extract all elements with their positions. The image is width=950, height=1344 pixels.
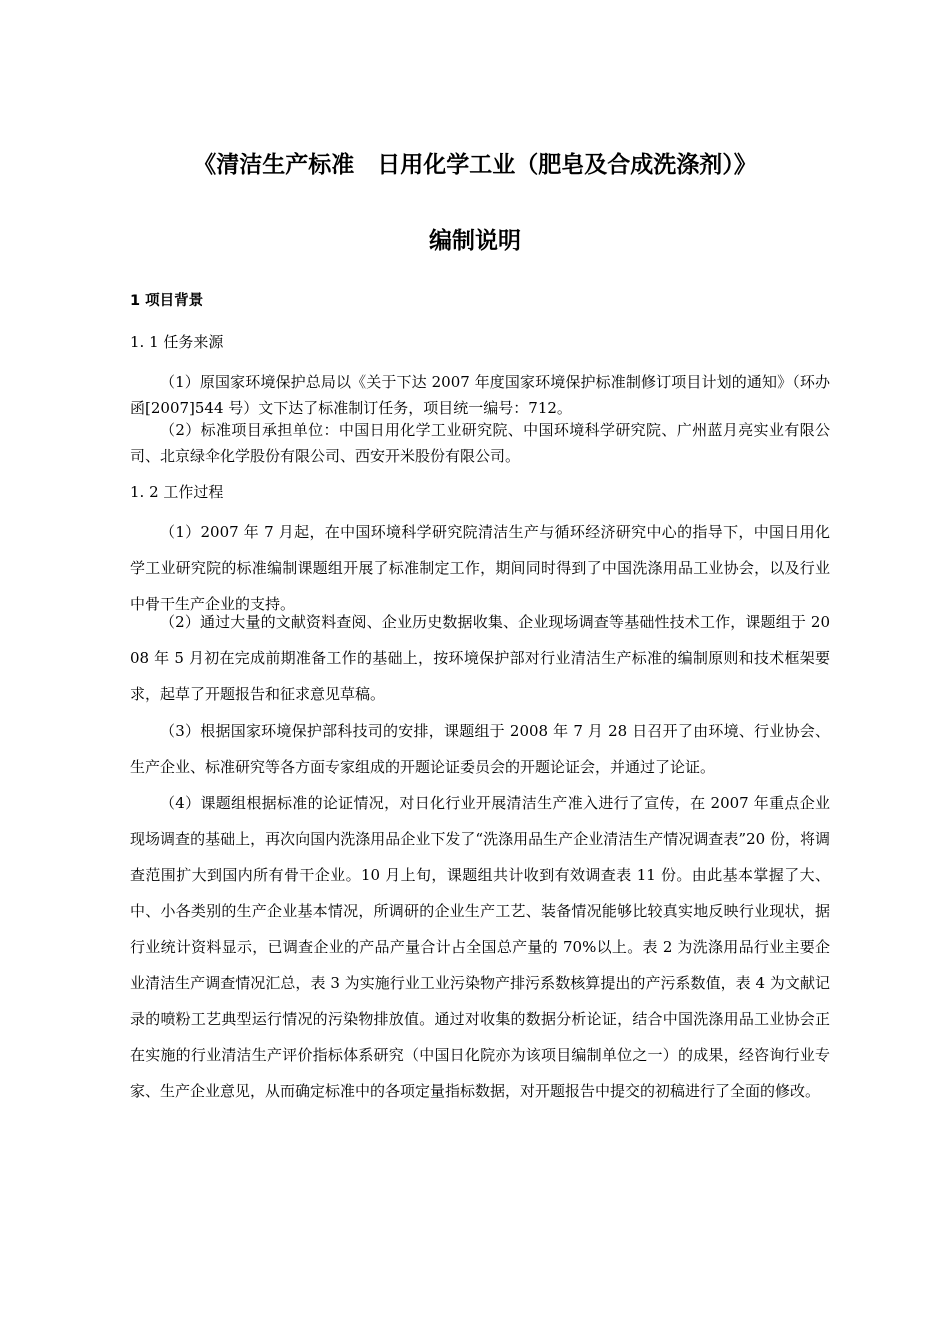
paragraph-work-process-3: （3）根据国家环境保护部科技司的安排，课题组于 2008 年 7 月 28 日召开了由环境、行业协会、生产企业、标准研究等各方面专家组成的开题论证委员会的开题论证会，并通过了论证。: [130, 722, 830, 776]
subheading-task-source: 1. 1 任务来源: [130, 333, 224, 351]
paragraph-task-source-2: （2）标准项目承担单位：中国日用化学工业研究院、中国环境科学研究院、广州蓝月亮实业有限公司、北京绿伞化学股份有限公司、西安开米股份有限公司。: [130, 421, 830, 465]
section-heading-project-background: 1 项目背景: [130, 293, 204, 309]
paragraph-work-process-1: （1）2007 年 7 月起，在中国环境科学研究院清洁生产与循环经济研究中心的指导下，中国日用化学工业研究院的标准编制课题组开展了标准制定工作，期间同时得到了中国洗涤用品工业协会，以及行业中骨干生产企业的支持。: [130, 523, 830, 613]
subheading-work-process: 1. 2 工作过程: [130, 483, 224, 501]
document-subtitle: 编制说明: [429, 228, 521, 254]
paragraph-work-process-4: （4）课题组根据标准的论证情况，对日化行业开展清洁生产准入进行了宣传，在 2007 年重点企业现场调查的基础上，再次向国内洗涤用品企业下发了“洗涤用品生产企业清洁生产情况调查表”20 份，将调查范围扩大到国内所有骨干企业。10 月上旬，课题组共计收到有效调查表 11 份。由此基本掌握了大、中、小各类别的生产企业基本情况，所调研的企业生产工艺、装备情况能够比较真实地反映行业现状，据行业统计资料显示，已调查企业的产品产量合计占全国总产量的 70%以上。表 2 为洗涤用品行业主要企业清洁生产调查情况汇总，表 3 为实施行业工业污染物产排污系数核算提出的产污系数值，表 4 为文献记录的喷粉工艺典型运行情况的污染物排放值。通过对收集的数据分析论证，结合中国洗涤用品工业协会正在实施的行业清洁生产评价指标体系研究（中国日化院亦为该项目编制单位之一）的成果，经咨询行业专家、生产企业意见，从而确定标准中的各项定量指标数据，对开题报告中提交的初稿进行了全面的修改。: [130, 794, 830, 1100]
paragraph-task-source-1: （1）原国家环境保护总局以《关于下达 2007 年度国家环境保护标准制修订项目计划的通知》（环办函[2007]544 号）文下达了标准制订任务，项目统一编号：712。: [130, 373, 830, 417]
document-title: 《清洁生产标准 日用化学工业（肥皂及合成洗涤剂）》: [193, 152, 757, 178]
paragraph-work-process-2: （2）通过大量的文献资料查阅、企业历史数据收集、企业现场调查等基础性技术工作，课题组于 2008 年 5 月初在完成前期准备工作的基础上，按环境保护部对行业清洁生产标准的编制原则和技术框架要求，起草了开题报告和征求意见草稿。: [130, 613, 830, 703]
